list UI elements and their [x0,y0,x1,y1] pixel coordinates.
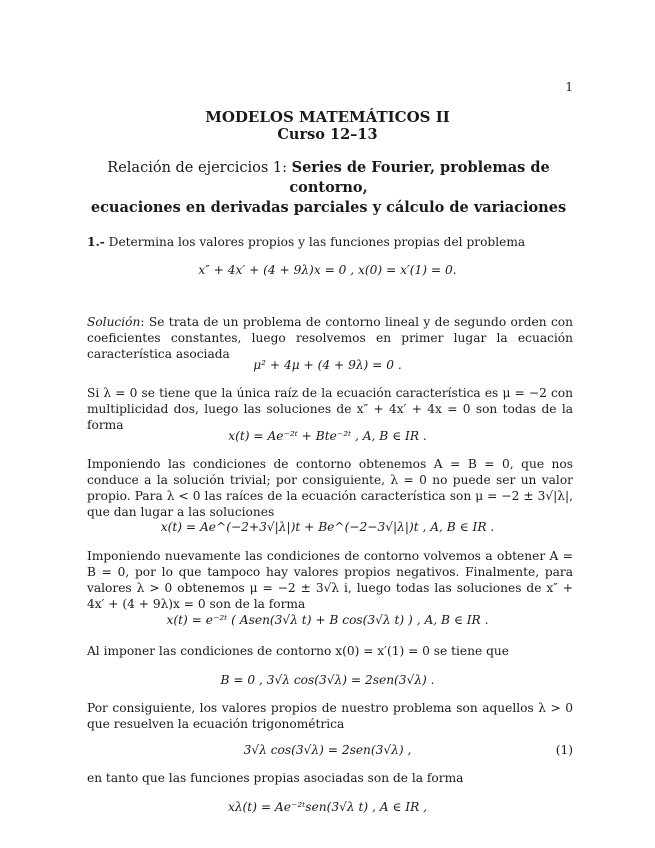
solution-paragraph-3: Imponiendo las condiciones de contorno obtenemos A = B = 0, que nos conduce a la solución trivial; por consiguiente, λ = 0 no puede ser un valor propio. Para λ < 0 las raíces de la ecuación característica son μ = −2 ± 3√|λ|, que dan lugar a las soluciones [87,457,573,519]
relation-topic-line2: ecuaciones en derivadas parciales y cálculo de variaciones [90,199,567,216]
equation-characteristic: μ² + 4μ + (4 + 9λ) = 0 . [253,358,402,372]
course-label: Curso 12–13 [277,126,378,143]
solution-paragraph-4: Imponiendo nuevamente las condiciones de contorno volvemos a obtener A = B = 0, por lo que tampoco hay valores propios negativos. Finalmente, para valores λ > 0 obtenemos μ = −2 ± 3√λ i, luego todas las soluciones de x″ + 4x′ + (4 + 9λ)x = 0 son de la forma [87,549,573,611]
equation-number: (1) [555,743,573,757]
equation-eigenfunctions: xλ(t) = Ae⁻²ᵗsen(3√λ t) , A ∈ IR , [227,800,428,814]
solution-text-1: : Se trata de un problema de contorno lineal y de segundo orden con coeficientes constantes, luego resolvemos en primer lugar la ecuación característica asociada [87,315,573,361]
equation-lambda-negative: x(t) = Ae^(−2+3√|λ|)t + Be^(−2−3√|λ|)t , A, B ∈ IR . [160,520,495,534]
equation-lambda-positive: x(t) = e⁻²ᵗ ( Asen(3√λ t) + B cos(3√λ t) ) , A, B ∈ IR . [166,613,489,627]
solution-paragraph-2: Si λ = 0 se tiene que la única raíz de la ecuación característica es μ = −2 con multiplicidad dos, luego las soluciones de x″ + 4x′ + 4x = 0 son todas de la forma [87,386,573,432]
problem-equation: x″ + 4x′ + (4 + 9λ)x = 0 , x(0) = x′(1) = 0. [198,263,457,277]
equation-trigonometric-body: 3√λ cos(3√λ) = 2sen(3√λ) , [243,743,412,757]
equation-boundary-conditions: B = 0 , 3√λ cos(3√λ) = 2sen(3√λ) . [220,673,435,687]
problem-statement [87,234,573,250]
relation-topic-line1: Series de Fourier, problemas de contorno, [289,159,550,196]
relation-heading [80,158,577,218]
page-number: 1 [565,80,573,94]
solution-paragraph-1 [87,314,573,362]
solution-label: Solución [87,315,141,329]
solution-paragraph-6: Por consiguiente, los valores propios de nuestro problema son aquellos λ > 0 que resuelven la ecuación trigonométrica [87,701,573,731]
solution-paragraph-5: Al imponer las condiciones de contorno x(0) = x′(1) = 0 se tiene que [87,644,509,658]
solution-paragraph-7: en tanto que las funciones propias asociadas son de la forma [87,771,464,785]
problem-number: 1.- [87,235,105,249]
document-title: MODELOS MATEMÁTICOS II [205,108,450,126]
equation-lambda-zero: x(t) = Ae⁻²ᵗ + Bte⁻²ᵗ , A, B ∈ IR . [228,429,427,443]
problem-text: Determina los valores propios y las funciones propias del problema [104,235,526,249]
relation-prefix: Relación de ejercicios 1: [107,160,292,176]
